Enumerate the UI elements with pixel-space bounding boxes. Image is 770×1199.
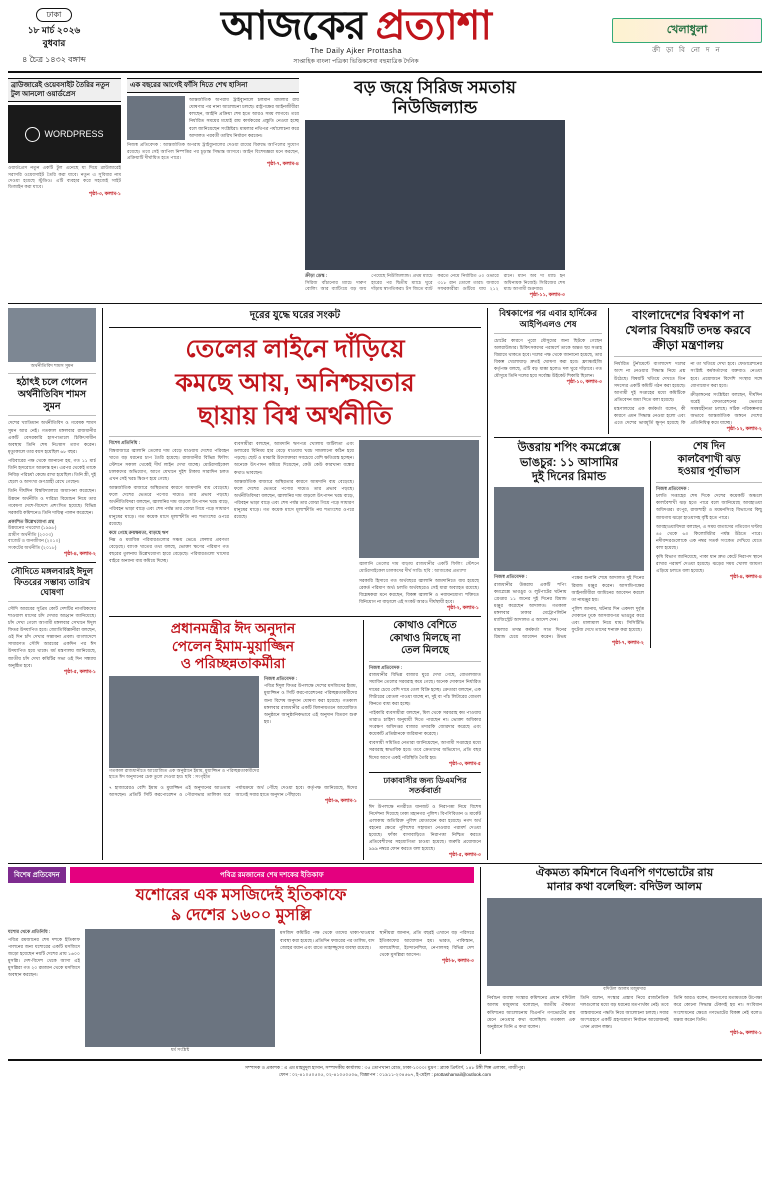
pm-photo bbox=[109, 676, 259, 768]
hasina-story-body: আন্তর্জাতিক অপরাধ ট্রাইব্যুনালে চলমান মামলার রায় ঘোষণার পর নানা আলোচনা চলছে। রাষ্ট্রপক্ষের আইনজীবীরা বলছেন, আইনি প্রক্রিয়া শেষ হতে আরও সময় লাগবে। তবে নির্ধারিত সময়ের মধ্যেই রায় কার্যকরের প্রস্তুতি নেওয়া হচ্ছে বলে জানিয়েছেন সংশ্লিষ্টরা। মামলার নথিপত্র পর্যালোচনা করে আদালত পরবর্তী তারিখ নির্ধারণ করবেন। bbox=[189, 97, 299, 138]
etikaf-photo-caption: ধর্ম সংশ্লিষ্ট bbox=[170, 1047, 190, 1053]
oil-story bbox=[363, 620, 481, 860]
oil-headline-2: কোথাও মিলছে না bbox=[389, 632, 461, 644]
hasina-story-headline: এক বছরের আগেই ফাঁসি দিতে শেখ হাসিনা bbox=[127, 78, 299, 93]
hardik-body: চোটের কারণে পুরো মৌসুমের জন্য ছিটকে গেছেন অলরাউন্ডার। চিকিৎসকদের পরামর্শে তাকে অন্তত ছয় সপ্তাহ বিশ্রামে থাকতে হবে। দলের পক্ষ থেকে জানানো হয়েছে, তার বিকল্প খেলোয়াড় দ্রুতই ঘোষণা করা হবে। ফ্র্যাঞ্চাইজি কর্তৃপক্ষ বলছে, এটি বড় ধাক্কা হলেও দল ঘুরে দাঁড়াবে। গত মৌসুমে তিনি দলের হয়ে সর্বোচ্চ উইকেট শিকারি ছিলেন। bbox=[494, 337, 602, 379]
lead-kicker: দূরের যুদ্ধে ঘরের সংকট bbox=[109, 308, 481, 328]
lead-photo-caption: জ্বালানি তেলের দাম বাড়ায় রাজধানীর একটি ফিলিং স্টেশনে মোটরসাইকেল চালকদের দীর্ঘ সারি। ছবি : আজকের প্রত্যাশা bbox=[359, 561, 479, 573]
oil-headline-1: কোথাও বেশিতে bbox=[393, 620, 457, 632]
masthead-date-1: ১৮ মার্চ ২০২৬ bbox=[27, 24, 81, 35]
lead-col-2 bbox=[234, 440, 354, 613]
hasina-story-caption: নিজস্ব প্রতিবেদক : আন্তর্জাতিক অপরাধ ট্রাইব্যুনালের দেওয়া রায়ের বিরুদ্ধে আপিলের সুযোগ রয়েছে। তবে সেই আপিল নিষ্পত্তির পর চূড়ান্ত সিদ্ধান্ত আসবে। আইন বিশেষজ্ঞরা মনে করছেন, প্রক্রিয়াটি দীর্ঘায়িত হতে পারে। bbox=[127, 142, 299, 160]
masthead-date-2: বুধবার bbox=[42, 38, 66, 48]
oil-headline-3: তেল মিলছে bbox=[401, 645, 449, 657]
remand-byline: নিজস্ব প্রতিবেদক : bbox=[494, 574, 528, 580]
pm-byline: নিজস্ব প্রতিবেদক : bbox=[264, 675, 298, 681]
remand-body-1: রাজধানীর উত্তরায় একটি শপিং কমপ্লেক্সে ভাঙচুর ও লুটপাটের ঘটনায় গ্রেপ্তার ১১ জনের দুই দিনের রিমান্ড মঞ্জুর করেছেন আদালত। গতকাল মঙ্গলবার ঢাকার মেট্রোপলিটন ম্যাজিস্ট্রেট আদালত এ আদেশ দেন। bbox=[494, 581, 567, 623]
storm-body-2: আবহাওয়াবিদরা বলছেন, এ সময় বাতাসের গতিবেগ ঘণ্টায় ৪৫ থেকে ৬০ কিলোমিটার পর্যন্ত উঠতে পারে। নদীবন্দরগুলোকে এক নম্বর সতর্ক সংকেত দেখিয়ে যেতে বলা হয়েছে। bbox=[656, 523, 762, 551]
masthead-sports-badge bbox=[612, 18, 762, 56]
dmp-page-ref: পৃষ্ঠা-৫, কলাম-৩ bbox=[448, 852, 481, 859]
storm-body-1: চলতি সপ্তাহের শেষ দিকে দেশের কয়েকটি অঞ্চলে কালবৈশাখী ঝড় হতে পারে বলে জানিয়েছে আবহাওয়া অধিদপ্তর। রংপুর, রাজশাহী ও ময়মনসিংহ বিভাগের কিছু জায়গায় ঝড়ো হাওয়াসহ বৃষ্টি হতে পারে। bbox=[656, 493, 762, 520]
hardik-headline: বিশ্বকাপের পর এবার হার্দিকের আইপিএলও শেষ bbox=[498, 308, 598, 329]
dmp-body: ঈদ উপলক্ষে নগরীতে যানজট ও নিরাপত্তা নিয়ে বিশেষ নির্দেশনা দিয়েছে ঢাকা মহানগর পুলিশ। বিপণিবিতান ও মার্কেট এলাকায় অতিরিক্ত পুলিশ মোতায়েন করা হয়েছে। নগদ অর্থ বহনের ক্ষেত্রে পুলিশের সহায়তা নেওয়ার পরামর্শ দেওয়া হয়েছে। ফাঁকা বাসাবাড়িতে নিরাপত্তা নিশ্চিত করতে প্রতিবেশীদের সহযোগিতা চাওয়া হয়েছে। জরুরি প্রয়োজনে ৯৯৯ নম্বরে ফোন করতে বলা হয়েছে। bbox=[369, 803, 481, 852]
etikaf-byline: যশোর থেকে প্রতিনিধি : bbox=[8, 929, 51, 935]
tech-story-headline: ব্রাউজারেই ওয়েবসাইট তৈরির নতুন টুল আনলো ওয়ার্ডপ্রেস bbox=[8, 78, 121, 102]
ministry-body-1: নির্ধারিত টুর্নামেন্টে বাংলাদেশ দলের অংশ না নেওয়ার সিদ্ধান্ত নিয়ে প্রশ্ন উঠেছে। বিষয়টি খতিয়ে দেখতে তিন সদস্যের একটি কমিটি গঠন করা হয়েছে। আগামী দুই সপ্তাহের মধ্যে কমিটিকে প্রতিবেদন জমা দিতে বলা হয়েছে। bbox=[614, 361, 686, 402]
remand-story bbox=[494, 441, 644, 647]
etikaf-body-2: মসজিদ কমিটির পক্ষ থেকে তাদের থাকা-খাওয়ার ব্যবস্থা করা হয়েছে। প্রতিদিন ফজরের পর তালিম, বাদ জোহর বয়ান এবং রাতে তাহাজ্জুদের ব্যবস্থা রয়েছে। bbox=[280, 930, 375, 950]
etikaf-body-3: স্থানীয়রা জানান, প্রতি বছরই এখানে বড় পরিসরে ইতিকাফের আয়োজন হয়। ভারত, পাকিস্তান, মালয়েশিয়া, ইন্দোনেশিয়া, নেপালসহ বিভিন্ন দেশ থেকে মুসল্লিরা আসেন। bbox=[379, 930, 474, 957]
footer-line-1: সম্পাদক ও প্রকাশক : এ এম মাহমুদুল হাসান, সম্পাদকীয় কার্যালয় : ৩৫ তোপখানা রোড, ঢাকা-১০০০। মুদ্রণ : ব্র্যাক প্রিন্টার্স, ১৪৮ টঙ্গী শিল্প এলাকা, গাজীপুর। bbox=[244, 1064, 526, 1070]
economist-obit-page-ref: পৃষ্ঠা-৪, কলাম-২ bbox=[63, 550, 96, 557]
lead-sub-head: কমে গেছে ক্রয়ক্ষমতা, বাড়ছে ঋণ bbox=[109, 529, 169, 535]
badiul-body-3: তিনি আরও বলেন, জনগণের মতামতকে উপেক্ষা করে কোনো সিদ্ধান্ত টেকসই হয় না। সংবিধান সংশোধনের ক্ষেত্রে গণভোটের বিকল্প নেই বলেও মন্তব্য করেন তিনি। bbox=[673, 995, 762, 1022]
ministry-headline-1: বাংলাদেশের বিশ্বকাপ না bbox=[632, 308, 744, 323]
remand-headline-2: ভাঙচুর: ১১ আসামির bbox=[519, 456, 619, 469]
oil-body-1: রাজধানীর বিভিন্ন বাজার ঘুরে দেখা গেছে, বোতলজাত সয়াবিন তেলের সরবরাহ কমে গেছে। অনেক দোকানে নির্ধারিত দামের চেয়ে বেশি দামে তেল বিক্রি হচ্ছে। ক্রেতারা বলছেন, এক লিটারের বোতল পাওয়া যাচ্ছে না, দুই বা পাঁচ লিটারের বোতল কিনতে বাধ্য করা হচ্ছে। bbox=[369, 672, 481, 706]
lead-page-ref: পৃষ্ঠা-২, কলাম-১ bbox=[446, 605, 479, 612]
economist-obit-headline: হঠাৎই চলে গেলেন অর্থনীতিবিদ শামস সুমন bbox=[16, 376, 88, 412]
etikaf-body-1: পবিত্র রমজানের শেষ দশকে ইতিকাফ পালনের জন্য যশোরের একটি মসজিদে জড়ো হয়েছেন নয়টি দেশের প্রায় ১৬০০ মুসল্লি। দেশ-বিদেশ থেকে আসা এই মুসল্লিরা গত ২০ রমজান থেকে মসজিদে অবস্থান করছেন। bbox=[8, 936, 80, 978]
economist-obit-body-1: দেশের খ্যাতিমান অর্থনীতিবিদ ও গবেষক শামস সুমন আর নেই। গতকাল মঙ্গলবার রাজধানীর একটি বেসরকারি হাসপাতালে চিকিৎসাধীন অবস্থায় তিনি শেষ নিঃশ্বাস ত্যাগ করেন। মৃত্যুকালে তার বয়স হয়েছিল ৬৮ বছর। bbox=[8, 420, 96, 454]
badiul-headline-2: মানার কথা বলেছিল: বদিউল আলম bbox=[547, 881, 702, 894]
lead-body-3: সরকারি হিসাবে গত অর্থবছরে জ্বালানি আমদানিতে ব্যয় হয়েছে রেকর্ড পরিমাণ অর্থ। চলতি অর্থবছরেও সেই ধারা অব্যাহত রয়েছে। বিশ্লেষকরা মনে করছেন, বিকল্প জ্বালানি ও নবায়নযোগ্য শক্তিতে বিনিয়োগ না বাড়ালে এই সংকট আরও দীর্ঘস্থায়ী হবে। bbox=[359, 577, 479, 605]
storm-story bbox=[650, 441, 762, 647]
storm-page-ref: পৃষ্ঠা-৪, কলাম-৪ bbox=[729, 574, 762, 581]
oil-page-ref: পৃষ্ঠা-৩, কলাম-৫ bbox=[448, 760, 481, 767]
badiul-body-1: নির্বাচন ব্যবস্থা সংস্কার কমিশনের প্রধান বদিউল আলম মজুমদার বলেছেন, জাতীয় ঐকমত্য কমিশনের আলোচনায় বিএনপি গণভোটের রায় মেনে নেওয়ার কথা বলেছিল। গতকাল এক অনুষ্ঠানে তিনি এ কথা বলেন। bbox=[487, 995, 576, 1029]
remand-photo bbox=[494, 487, 644, 571]
hasina-story-page-ref: পৃষ্ঠা-৭, কলাম-৪ bbox=[266, 161, 299, 168]
books-title: প্রকাশিত উল্লেখযোগ্য গ্রন্থ bbox=[8, 518, 55, 524]
pm-page-ref: পৃষ্ঠা-৬, কলাম-১ bbox=[324, 797, 357, 804]
right-column bbox=[487, 308, 762, 860]
lead-intro-byline: বিশেষ প্রতিনিধি : bbox=[109, 440, 141, 446]
book-item: সংকটের অর্থনীতি (২০১৮) bbox=[8, 544, 57, 550]
ramadan-tag: পবিত্র রমজানের শেষ দশকের ইতিকাফ bbox=[70, 867, 474, 883]
lead-col-1 bbox=[109, 440, 229, 613]
pm-headline-3: ও পরিচ্ছন্নতাকর্মীরা bbox=[180, 655, 286, 672]
ministry-story bbox=[608, 308, 762, 434]
sports-lead-photo bbox=[305, 120, 565, 270]
masthead-title-block bbox=[100, 6, 612, 67]
wordpress-logo-image bbox=[8, 105, 121, 163]
pm-body-2: ৭ হাজারেরও বেশি ইমাম ও মুয়াজ্জিন এই অনুদানের আওতায় আসছেন। প্রতিটি সিটি করপোরেশন ও পৌরসভার তালিকা ধরে পর্যায়ক্রমে অর্থ পৌঁছে দেওয়া হবে। কর্তৃপক্ষ জানিয়েছে, ঈদের আগেই সবার হাতে অনুদান পৌঁছাবে। bbox=[109, 784, 357, 797]
hardik-page-ref: পৃষ্ঠা-১০, কলাম-৩ bbox=[566, 379, 602, 386]
sports-badge-label: খেলাধুলা bbox=[612, 18, 762, 43]
footer-line-2: ফোন : ০২-৪১০৫০৫০৫, ০২-৪১০৫০৫০৬, বিজ্ঞাপন : ০১৯১১-২৩৪৫৬৭, ই-মেইল : prottashamail@outlook.com bbox=[278, 1072, 492, 1078]
badiul-headline-1: ঐকমত্য কমিশনে বিএনপি গণভোটের রায় bbox=[535, 867, 714, 880]
lead-headline-3: ছায়ায় বিশ্ব অর্থনীতি bbox=[197, 401, 393, 430]
lead-sub-body: নিম্ন ও মধ্যবিত্ত পরিবারগুলোর সঞ্চয় ভেঙে ফেলার প্রবণতা বেড়েছে। ব্যাংক খাতের তথ্য বলছে, ভোক্তা ঋণের পরিমাণ গত বছরের তুলনায় উল্লেখযোগ্য হারে বেড়েছে। পরিবারগুলো খাদ্যের বাইরে অন্যান্য ব্যয় কমিয়ে দিচ্ছে। bbox=[109, 537, 229, 564]
masthead-subtitle-en: The Daily Ajker Prottasha bbox=[310, 48, 402, 55]
economist-portrait-caption: অর্থনীতিবিদ শামস সুমন bbox=[30, 363, 74, 369]
badiul-story bbox=[480, 867, 762, 1053]
page-footer bbox=[8, 1059, 762, 1079]
etikaf-story bbox=[8, 867, 474, 1053]
oil-byline: নিজস্ব প্রতিবেদক : bbox=[369, 664, 403, 670]
storm-body-3: কৃষি বিভাগ জানিয়েছে, পাকা ধান দ্রুত কেটে নিরাপদ স্থানে রাখার পরামর্শ দেওয়া হয়েছে। ঝড়ের সময় খোলা জায়গা এড়িয়ে চলতে বলা হয়েছে। bbox=[656, 554, 762, 574]
pm-photo-caption: গতকাল রাজধানীতে আয়োজিত এক অনুষ্ঠানে ইমাম, মুয়াজ্জিন ও পরিচ্ছন্নতাকর্মীদের হাতে ঈদ অনুদানের চেক তুলে দেওয়া হয়। ছবি : সংগৃহীত bbox=[109, 767, 259, 780]
remand-page-ref: পৃষ্ঠা-৭, কলাম-২ bbox=[611, 639, 644, 646]
wordpress-icon bbox=[25, 127, 40, 142]
masthead-city: ঢাকা bbox=[36, 8, 73, 22]
badiul-page-ref: পৃষ্ঠা-৯, কলাম-১ bbox=[729, 1029, 762, 1036]
pm-body-1: পবিত্র ঈদুল ফিতর উপলক্ষে দেশের মসজিদের ইমাম, মুয়াজ্জিন ও সিটি করপোরেশনের পরিচ্ছন্নতাকর্মীদের জন্য বিশেষ অনুদান ঘোষণা করা হয়েছে। গতকাল মঙ্গলবার রাজধানীর একটি মিলনায়তনে আয়োজিত অনুষ্ঠানে আনুষ্ঠানিকভাবে এই অনুদান বিতরণ শুরু হয়। bbox=[264, 683, 357, 724]
dmp-headline: ঢাকাবাসীর জন্য ডিএমপির সতর্কবার্তা bbox=[383, 775, 467, 795]
masthead-title-part2: প্রত্যাশা bbox=[375, 4, 491, 48]
sports-lead-caption-bold: ক্রীড়া ডেস্ক : bbox=[305, 273, 328, 279]
masthead bbox=[8, 6, 762, 73]
ministry-body-3: ক্রীড়াঙ্গনের সংশ্লিষ্টরা বলছেন, দীর্ঘদিন ধরেই ফেডারেশনের ভেতরে সমন্বয়হীনতা চলছে। সঠিক পরিকল্পনার অভাবে আন্তর্জাতিক অঙ্গনে দেশের প্রতিনিধিত্ব কমে যাচ্ছে। bbox=[690, 391, 762, 426]
pm-headline-2: পেলেন ইমাম-মুয়াজ্জিন bbox=[171, 637, 295, 654]
masthead-title bbox=[100, 6, 612, 46]
economist-obit-body-2: পরিবারের পক্ষ থেকে জানানো হয়, গত ১১ মার্চ তিনি হৃদরোগে আক্রান্ত হন। এরপর থেকেই তাকে নিবিড় পরিচর্যা কেন্দ্রে রাখা হয়েছিল। তিনি স্ত্রী, দুই ছেলে ও অসংখ্য গুণগ্রাহী রেখে গেছেন। bbox=[8, 457, 96, 485]
masthead-title-part1: আজকের bbox=[221, 4, 366, 48]
hasina-story bbox=[127, 78, 299, 300]
badiul-photo-caption: বদিউল আলম মজুমদার bbox=[603, 985, 646, 991]
tech-story-caption: ওয়ার্ডপ্রেস নতুন একটি টুল এনেছে যা দিয়ে ব্রাউজারেই সরাসরি ওয়েবসাইট তৈরি করা যাবে। নতুন এ সুবিধার নাম দেওয়া হয়েছে স্টুডিও। এটি ব্যবহার করে সহজেই সাইট ডিজাইন করা যাবে। bbox=[8, 165, 121, 190]
lead-headline-2: কমছে আয়, অনিশ্চয়তার bbox=[175, 368, 415, 397]
main-grid bbox=[8, 308, 762, 860]
lead-headline-1: তেলের লাইনে দাঁড়িয়ে bbox=[185, 335, 405, 364]
oil-body-2: পাইকারি ব্যবসায়ীরা বলছেন, মিল থেকে সরবরাহ কম পাওয়ায় তারাও চাহিদা অনুযায়ী দিতে পারছেন না। ভোক্তা অধিকার সংরক্ষণ অধিদপ্তর বাজার তদারকি জোরদার করেছে এবং কয়েকটি প্রতিষ্ঠানকে জরিমানা করেছে। bbox=[369, 709, 481, 737]
storm-headline-3: হওয়ার পূর্বাভাস bbox=[678, 466, 740, 478]
badiul-body-2: তিনি বলেন, সংস্কার প্রস্তাব নিয়ে রাজনৈতিক দলগুলোর মধ্যে বড় ধরনের মতপার্থক্য নেই। তবে বাস্তবায়নের পদ্ধতি নিয়ে আলোচনা চলছে। সবার অংশগ্রহণে একটি গ্রহণযোগ্য নির্বাচন আয়োজনই এখন প্রধান লক্ষ্য। bbox=[580, 995, 669, 1029]
remand-body-3: পুলিশ জানায়, ঘটনার দিন একদল দুর্বৃত্ত দোকানে ঢুকে আসবাবপত্র ভাঙচুর করে এবং মালামাল নিয়ে যায়। সিসিটিভি ফুটেজ দেখে তাদের শনাক্ত করা হয়েছে। bbox=[571, 605, 644, 633]
masthead-subtitle-bn: সাপ্তাহিক বাংলা পত্রিকা ভিত্তিকসেবা বহুমাত্রিক দৈনিক bbox=[293, 59, 419, 65]
ministry-headline-3: ক্রীড়া মন্ত্রণালয় bbox=[652, 338, 724, 353]
saudi-eid-body: সৌদি আরবের সুপ্রিম কোর্ট দেশটির নাগরিকদের শাওয়াল মাসের চাঁদ দেখার আহ্বান জানিয়েছে। চাঁদ দেখা গেলে আগামী মঙ্গলবার সেখানে ঈদুল ফিতর উদযাপিত হবে। জ্যোতির্বিজ্ঞানীরা বলছেন, ওই দিন চাঁদ দেখার সম্ভাবনা প্রবল। বাংলাদেশে সাধারণত সৌদি আরবের একদিন পর ঈদ উদযাপিত হয়ে থাকে। ধর্ম মন্ত্রণালয় জানিয়েছে, জাতীয় চাঁদ দেখা কমিটির সভা ওই দিন সন্ধ্যায় অনুষ্ঠিত হবে। bbox=[8, 605, 96, 668]
tech-story-page-ref: পৃষ্ঠা-৩, কলাম-১ bbox=[88, 190, 121, 197]
book-item: বাজেট ও জনজীবন (২০১০) bbox=[8, 538, 61, 544]
saudi-eid-page-ref: পৃষ্ঠা-৫, কলাম-১ bbox=[63, 668, 96, 675]
hardik-story bbox=[494, 308, 602, 434]
tech-story bbox=[8, 78, 121, 300]
lead-col-3 bbox=[359, 440, 479, 613]
top-strip bbox=[8, 78, 762, 300]
lead-body-1: আন্তর্জাতিক বাজারে অস্থিরতার কারণে আমদানি ব্যয় বেড়েছে। ফলে দেশের ভেতরে পণ্যের দামেও তার প্রভাব পড়ছে। অর্থনীতিবিদরা বলছেন, জ্বালানির দাম বাড়লে উৎপাদন খরচ বাড়ে, পরিবহন ভাড়া বাড়ে এবং শেষ পর্যন্ত তার বোঝা গিয়ে পড়ে সাধারণ মানুষের ঘাড়ে। গত কয়েক মাসে মূল্যস্ফীতি নয় শতাংশের ওপরে রয়েছে। bbox=[109, 485, 229, 526]
etikaf-headline-1: যশোরের এক মসজিদেই ইতিকাফে bbox=[135, 887, 347, 905]
masthead-date-3: ৪ চৈত্র ১৪৩২ বঙ্গাব্দ bbox=[22, 54, 86, 64]
book-item: উন্নয়নের পথরেখা (১৯৯৮) bbox=[8, 525, 57, 531]
economist-obit-body-3: তিনি দীর্ঘদিন বিশ্ববিদ্যালয়ে অধ্যাপনা করেছেন। উন্নয়ন অর্থনীতি ও দারিদ্র্য বিমোচন নিয়ে তার গবেষণা দেশে-বিদেশে প্রশংসিত হয়েছে। বিভিন্ন সরকারি কমিশনেও তিনি দায়িত্ব পালন করেছেন। bbox=[8, 488, 96, 515]
lead-photo bbox=[359, 440, 479, 558]
hasina-photo bbox=[127, 96, 185, 140]
wordpress-logo-label: WORDPRESS bbox=[44, 129, 104, 140]
sports-lead-caption: সিরিজ বাঁচানোর ম্যাচে দারুণ বোলিং আর ব্যাটিংয়ে বড় জয় পেয়েছে নিউজিল্যান্ড। প্রথম ম্যাচে হারের পর দ্বিতীয় ম্যাচে ঘুরে দাঁড়ায় স্বাগতিকরা। টস জিতে ব্যাট করতে নেমে নির্ধারিত ৫০ ওভারে ৩১৮ রান তোলে তারা। জবাবে সফরকারীরা গুটিয়ে যায় ২১২ রানে। ম্যান অব দ্য ম্যাচ হন অধিনায়ক নিজেই। সিরিজের শেষ ম্যাচ আগামী শুক্রবার। bbox=[305, 273, 565, 291]
sports-badge-sub: ক্রী ড়া বি নো দ ন bbox=[652, 46, 722, 54]
storm-headline-2: কালবৈশাখী ঝড় bbox=[677, 453, 741, 465]
ministry-headline-2: খেলার বিষয়টি তদন্ত করবে bbox=[625, 323, 751, 338]
ministry-body-2: মন্ত্রণালয়ের এক কর্মকর্তা বলেন, কী কারণে এমন সিদ্ধান্ত নেওয়া হলো এবং এতে দেশের ভাবমূর্তি ক্ষুণ্ন হয়েছে কি না তা খতিয়ে দেখা হবে। ফেডারেশনের সংশ্লিষ্ট কর্মকর্তাদের বক্তব্যও নেওয়া হবে। প্রয়োজনে বিদেশি সংস্থার সঙ্গে যোগাযোগ করা হবে। bbox=[614, 361, 762, 426]
right-second-section bbox=[494, 441, 762, 647]
economist-portrait bbox=[8, 308, 96, 362]
ministry-page-ref: পৃষ্ঠা-১২, কলাম-২ bbox=[726, 426, 762, 433]
sports-lead-headline-2: নিউজিল্যান্ড bbox=[392, 97, 478, 117]
sports-lead-page-ref: পৃষ্ঠা-১১, কলাম-৩ bbox=[529, 292, 565, 299]
sports-lead bbox=[305, 78, 565, 300]
remand-body-2: মামলার তদন্ত কর্মকর্তা সাত দিনের রিমান্ড চেয়ে আবেদন করেন। উভয় পক্ষের শুনানি শেষে আদালত দুই দিনের রিমান্ড মঞ্জুর করেন। আসামিপক্ষের আইনজীবীরা জামিনের আবেদন করলে তা নামঞ্জুর হয়। bbox=[494, 575, 644, 639]
etikaf-photo bbox=[85, 929, 275, 1047]
storm-headline-1: শেষ দিন bbox=[692, 441, 726, 453]
lead-body-2: ব্যবসায়ীরা বলছেন, আমদানি ঋণপত্র খোলায় জটিলতা এবং ডলারের বিনিময় হার বেড়ে যাওয়ায় খরচ সামলানো কঠিন হয়ে পড়ছে। ছোট ও মাঝারি উদ্যোক্তারা সবচেয়ে বেশি ক্ষতিগ্রস্ত হচ্ছেন। অনেকে উৎপাদন কমিয়ে দিয়েছেন, কেউ কেউ কারখানা বন্ধের কথাও ভাবছেন। bbox=[234, 441, 354, 475]
oil-body-3: ব্যবসায়ী সমিতির নেতারা জানিয়েছেন, আগামী সপ্তাহের মধ্যে সরবরাহ স্বাভাবিক হবে। তবে ক্রেতাদের অভিযোগ, প্রতি বছর ঈদের আগে একই পরিস্থিতি তৈরি হয়। bbox=[369, 740, 481, 760]
saudi-eid-headline: সৌদিতে মঙ্গলবারই ঈদুল ফিতরের সম্ভাব্য তারিখ ঘোষণা bbox=[10, 565, 94, 598]
etikaf-page-ref: পৃষ্ঠা-৮, কলাম-৩ bbox=[441, 957, 474, 964]
mid-second-section bbox=[109, 620, 481, 860]
sports-lead-headline-1: বড় জয়ে সিরিজ সমতায় bbox=[354, 78, 516, 97]
lead-body-2b: আন্তর্জাতিক বাজারে অস্থিরতার কারণে আমদানি ব্যয় বেড়েছে। ফলে দেশের ভেতরে পণ্যের দামেও তার প্রভাব পড়ছে। অর্থনীতিবিদরা বলছেন, জ্বালানির দাম বাড়লে উৎপাদন খরচ বাড়ে, পরিবহন ভাড়া বাড়ে এবং শেষ পর্যন্ত তার বোঝা গিয়ে পড়ে সাধারণ মানুষের ঘাড়ে। গত কয়েক মাসে মূল্যস্ফীতি নয় শতাংশের ওপরে রয়েছে। bbox=[234, 478, 354, 520]
book-item: গ্রামীণ অর্থনীতি (২০০৩) bbox=[8, 531, 53, 537]
pm-story bbox=[109, 620, 357, 860]
remand-headline-1: উত্তরায় শপিং কমপ্লেক্সে bbox=[517, 442, 621, 455]
remand-headline-3: দুই দিনের রিমান্ড bbox=[531, 471, 607, 484]
pm-headline-1: প্রধানমন্ত্রীর ঈদ অনুদান bbox=[170, 620, 296, 637]
masthead-dateblock bbox=[8, 8, 100, 66]
left-column bbox=[8, 308, 96, 860]
storm-byline: নিজস্ব প্রতিবেদক : bbox=[656, 485, 690, 491]
lead-intro: বিশ্ববাজারে জ্বালানি তেলের দাম বেড়ে যাওয়ায় দেশের পরিবহন খাতে বড় ধরনের চাপ তৈরি হয়েছে। রাজধানীর বিভিন্ন ফিলিং স্টেশনে সকাল থেকেই দীর্ঘ লাইন দেখা যাচ্ছে। মোটরসাইকেল চালকদের অভিযোগ, আগে যেখানে দুইশ টাকায় সারাদিন চলত এখন সেই খরচ দ্বিগুণ হয়ে গেছে। bbox=[109, 447, 229, 481]
special-report-tag: বিশেষ প্রতিবেদন bbox=[8, 867, 66, 883]
middle-column bbox=[102, 308, 481, 860]
bottom-section bbox=[8, 867, 762, 1053]
etikaf-headline-2: ৯ দেশের ১৬০০ মুসল্লি bbox=[170, 907, 312, 925]
badiul-photo bbox=[487, 898, 762, 986]
